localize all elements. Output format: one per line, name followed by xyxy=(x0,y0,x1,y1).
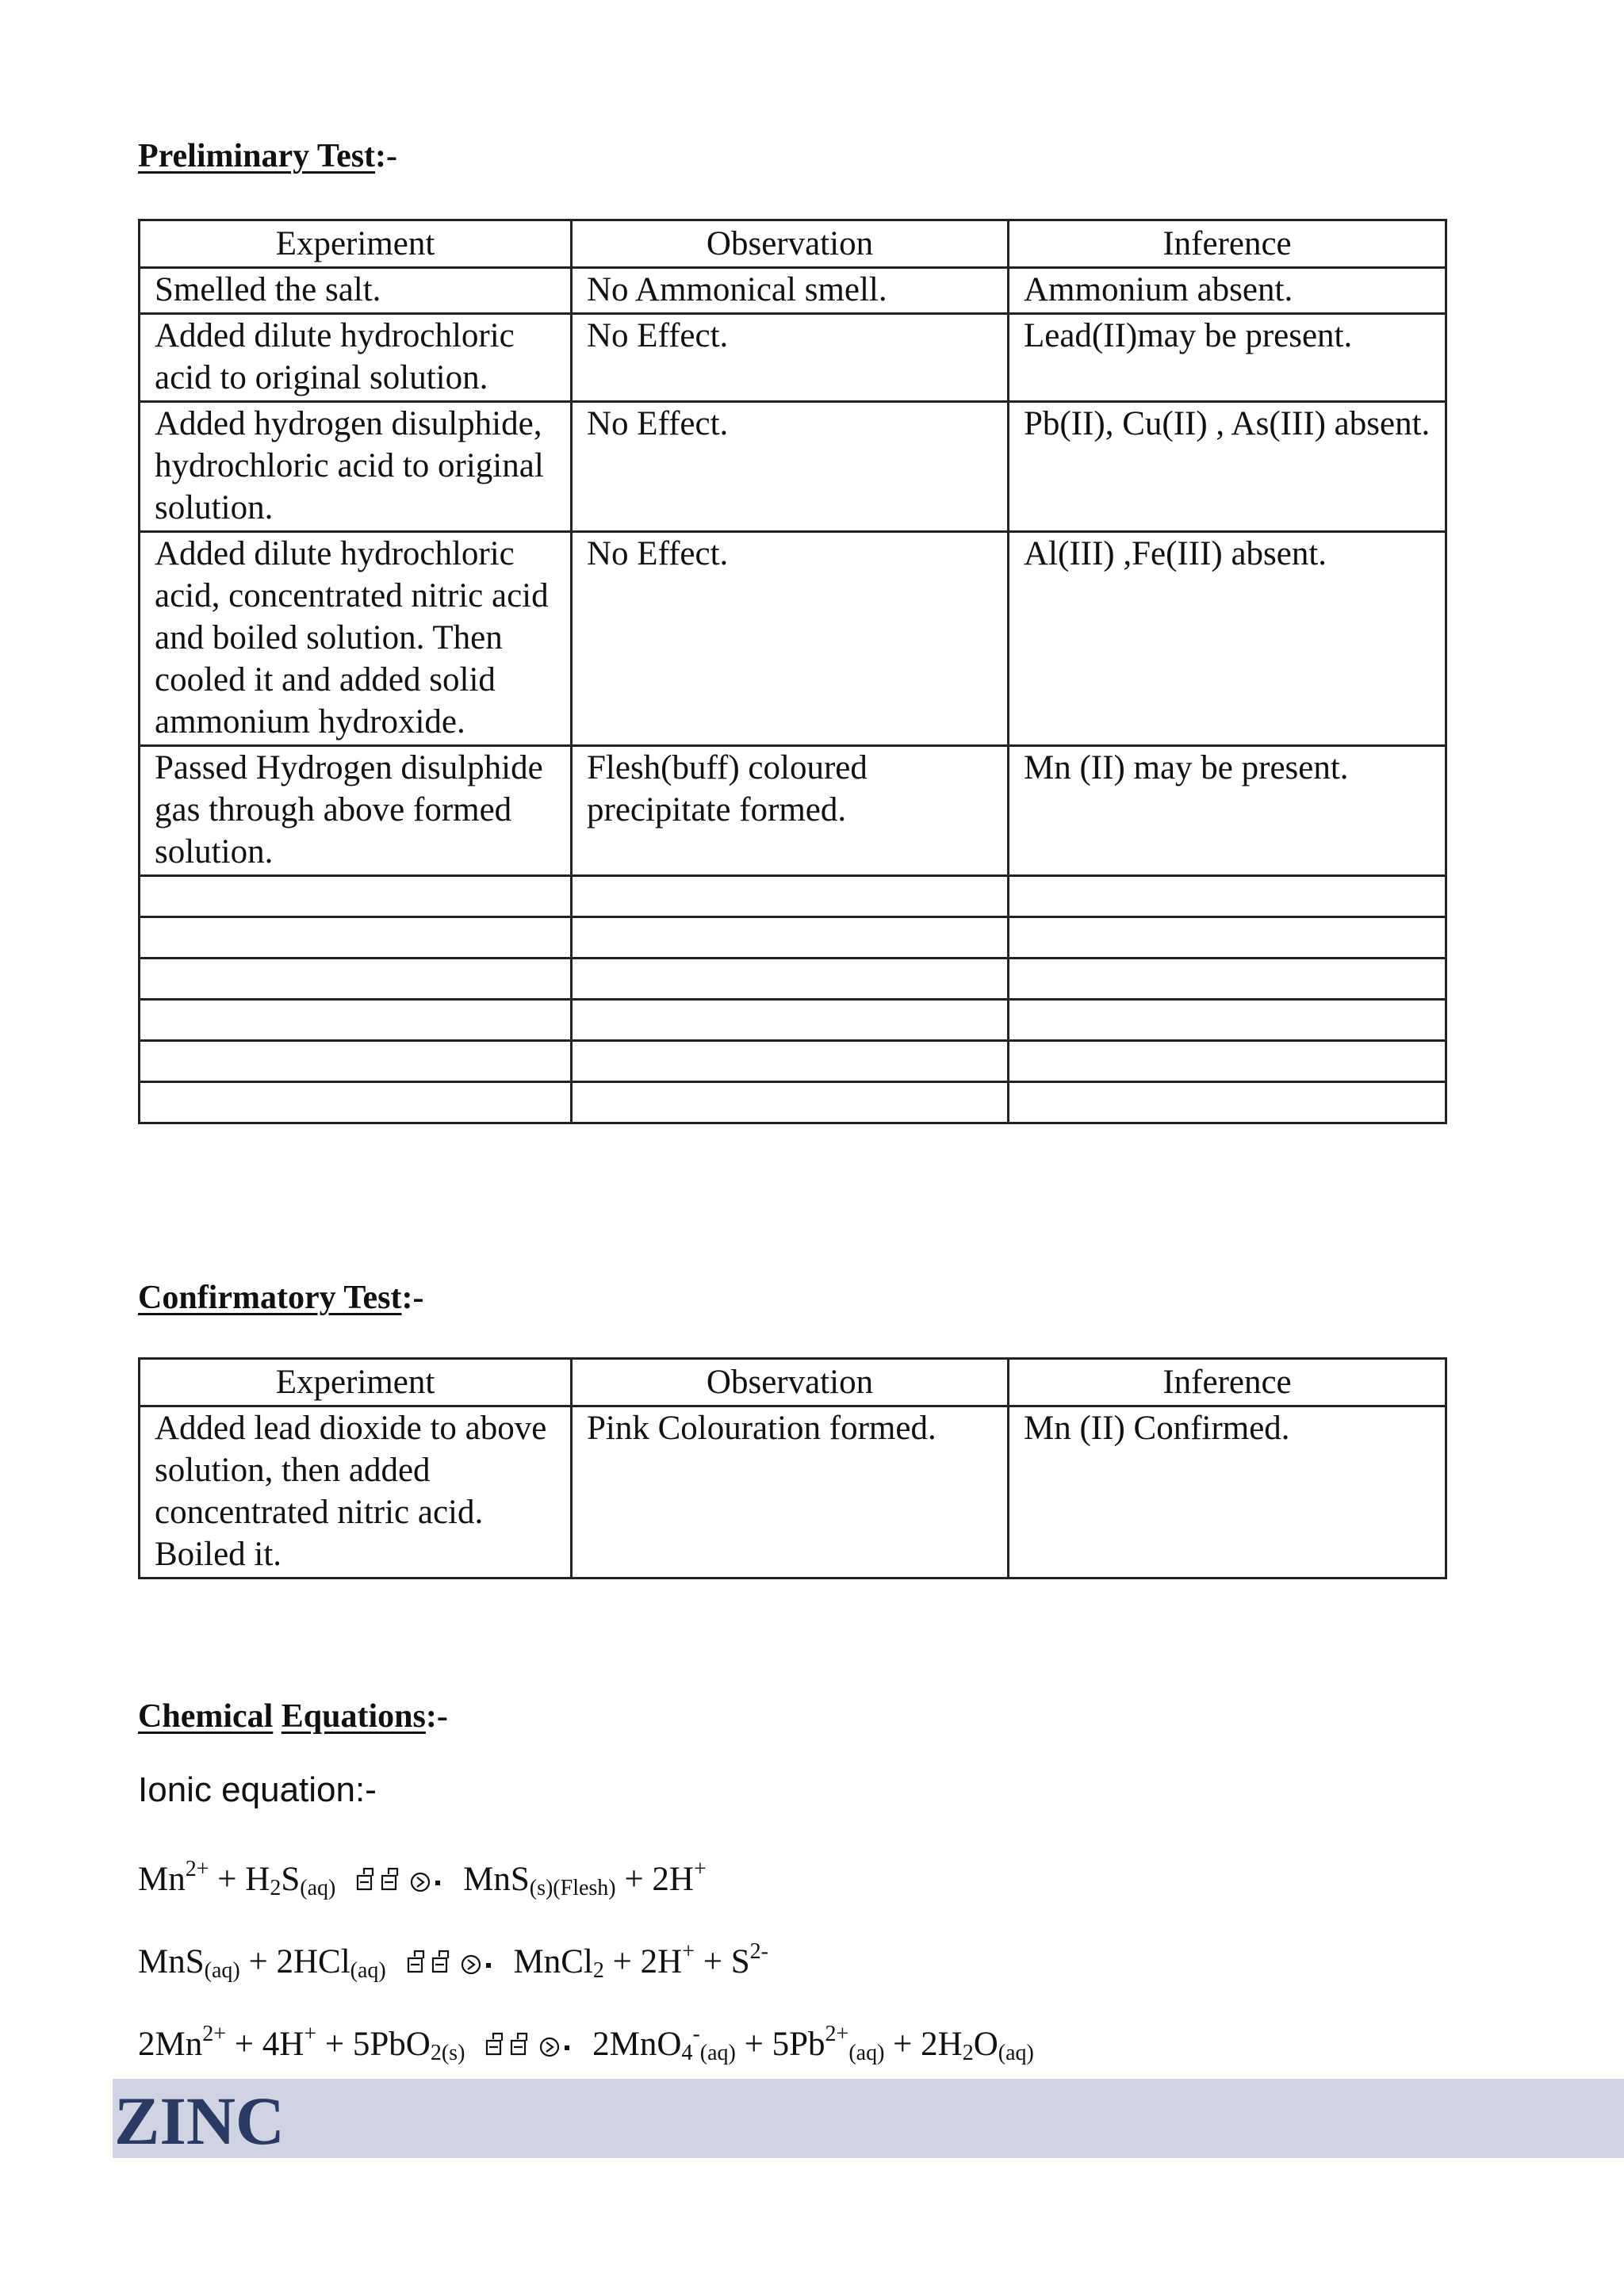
equations-heading-word-2: Equations xyxy=(281,1698,426,1735)
eq3-pb-charge: 2+ xyxy=(825,2022,849,2046)
equations-heading-word-1: Chemical xyxy=(138,1698,274,1735)
inference-cell: Mn (II) may be present. xyxy=(1009,746,1446,876)
empty-cell xyxy=(140,1041,572,1082)
eq2-reactant-mns: MnS xyxy=(138,1943,205,1980)
table-row xyxy=(140,314,1446,402)
experiment-cell: Added lead dioxide to above solution, then added concentrated nitric acid. Boiled it. xyxy=(140,1406,572,1578)
empty-table-row xyxy=(140,876,1446,917)
column-header-experiment: Experiment xyxy=(140,220,572,268)
ionic-equation-label: Ionic equation:- xyxy=(138,1770,377,1809)
inference-cell: Lead(II)may be present. xyxy=(1009,314,1446,402)
eq3-product-sub: 4 xyxy=(681,2041,693,2065)
eq2-reactant-hcl: + 2HCl xyxy=(248,1943,350,1980)
experiment-cell: Added hydrogen disulphide, hydrochloric acid to original solution. xyxy=(140,402,572,532)
empty-cell xyxy=(140,959,572,1000)
eq2-state: (aq) xyxy=(204,1958,240,1983)
confirmatory-table xyxy=(138,1357,1447,1579)
table-row xyxy=(140,746,1446,876)
eq1-charge: 2+ xyxy=(185,1857,209,1881)
table-header-row xyxy=(140,1359,1446,1406)
equations-heading-suffix: :- xyxy=(425,1698,448,1735)
eq1-reactant-s: S xyxy=(281,1861,301,1898)
eq1-reactant-h: + H xyxy=(217,1861,270,1898)
eq3-product-water: + 2H xyxy=(893,2026,963,2063)
column-header-observation: Observation xyxy=(572,220,1009,268)
empty-cell xyxy=(1009,917,1446,959)
eq2-s-charge: 2- xyxy=(749,1939,768,1964)
eq3-water-sub: 2 xyxy=(962,2041,974,2065)
equation-2 xyxy=(138,1941,768,1982)
empty-cell xyxy=(140,1082,572,1123)
eq2-product-h: + 2H xyxy=(612,1943,683,1980)
empty-cell xyxy=(1009,959,1446,1000)
experiment-cell: Passed Hydrogen disulphide gas through above formed solution. xyxy=(140,746,572,876)
empty-cell xyxy=(572,1000,1009,1041)
eq3-reactant-mn: 2Mn xyxy=(138,2026,203,2063)
reaction-arrow-icon xyxy=(485,2030,584,2064)
eq3-h-charge: + xyxy=(304,2022,317,2046)
table-row xyxy=(140,402,1446,532)
eq3-product-mno4: 2MnO xyxy=(592,2026,682,2063)
eq2-product-s: + S xyxy=(703,1943,750,1980)
eq3-pbo2-state: 2(s) xyxy=(430,2041,465,2065)
section-banner xyxy=(113,2079,1624,2158)
confirmatory-heading-text: Confirmatory Test xyxy=(138,1280,402,1316)
confirmatory-heading-suffix: :- xyxy=(401,1280,424,1316)
inference-cell: Mn (II) Confirmed. xyxy=(1009,1406,1446,1578)
column-header-inference: Inference xyxy=(1009,220,1446,268)
confirmatory-heading xyxy=(138,1281,423,1314)
empty-table-row xyxy=(140,1041,1446,1082)
eq1-product: MnS xyxy=(463,1861,530,1898)
preliminary-table xyxy=(138,219,1447,1124)
column-header-experiment: Experiment xyxy=(140,1359,572,1406)
eq1-product-h: + 2H xyxy=(624,1861,694,1898)
empty-table-row xyxy=(140,917,1446,959)
empty-cell xyxy=(572,917,1009,959)
eq2-hcl-state: (aq) xyxy=(350,1958,386,1983)
column-header-observation: Observation xyxy=(572,1359,1009,1406)
eq3-product-pb: + 5Pb xyxy=(744,2026,825,2063)
eq3-reactant-h: + 4H xyxy=(234,2026,304,2063)
experiment-cell: Added dilute hydrochloric acid, concentrated nitric acid and boiled solution. Then cooled it and added solid ammonium hydroxide. xyxy=(140,532,572,746)
empty-cell xyxy=(1009,1082,1446,1123)
empty-table-row xyxy=(140,1000,1446,1041)
eq1-sub: 2 xyxy=(270,1876,282,1900)
empty-cell xyxy=(140,1000,572,1041)
observation-cell: Flesh(buff) coloured precipitate formed. xyxy=(572,746,1009,876)
reaction-arrow-icon xyxy=(355,1866,455,1900)
observation-cell: No Effect. xyxy=(572,532,1009,746)
observation-cell: No Ammonical smell. xyxy=(572,268,1009,314)
eq3-charge: 2+ xyxy=(202,2022,227,2046)
equations-heading xyxy=(138,1700,448,1733)
empty-cell xyxy=(572,876,1009,917)
preliminary-heading-suffix: :- xyxy=(375,138,398,174)
section-title-zinc: ZINC xyxy=(114,2083,285,2159)
eq3-reactant-pbo2: + 5PbO xyxy=(324,2026,431,2063)
empty-cell xyxy=(140,876,572,917)
table-header-row xyxy=(140,220,1446,268)
equation-1 xyxy=(138,1858,707,1900)
empty-cell xyxy=(1009,876,1446,917)
table-row xyxy=(140,1406,1446,1578)
eq3-product-state: (aq) xyxy=(699,2041,736,2065)
eq3-water-o: O xyxy=(973,2026,998,2063)
empty-cell xyxy=(1009,1000,1446,1041)
eq3-water-state: (aq) xyxy=(998,2041,1034,2065)
empty-cell xyxy=(140,917,572,959)
empty-cell xyxy=(572,1041,1009,1082)
observation-cell: No Effect. xyxy=(572,402,1009,532)
equation-3 xyxy=(138,2023,1034,2064)
eq1-state: (aq) xyxy=(300,1876,336,1900)
eq2-product-charge: + xyxy=(682,1939,695,1964)
eq1-reactant-mn: Mn xyxy=(138,1861,186,1898)
empty-cell xyxy=(1009,1041,1446,1082)
table-row xyxy=(140,532,1446,746)
inference-cell: Al(III) ,Fe(III) absent. xyxy=(1009,532,1446,746)
empty-cell xyxy=(572,959,1009,1000)
observation-cell: Pink Colouration formed. xyxy=(572,1406,1009,1578)
reaction-arrow-icon xyxy=(406,1948,506,1982)
eq1-product-state: (s)(Flesh) xyxy=(529,1876,616,1900)
experiment-cell: Smelled the salt. xyxy=(140,268,572,314)
observation-cell: No Effect. xyxy=(572,314,1009,402)
eq2-product: MnCl xyxy=(513,1943,593,1980)
preliminary-heading-text: Preliminary Test xyxy=(138,138,376,174)
experiment-cell: Added dilute hydrochloric acid to original solution. xyxy=(140,314,572,402)
empty-table-row xyxy=(140,1082,1446,1123)
preliminary-heading xyxy=(138,140,397,173)
column-header-inference: Inference xyxy=(1009,1359,1446,1406)
inference-cell: Pb(II), Cu(II) , As(III) absent. xyxy=(1009,402,1446,532)
inference-cell: Ammonium absent. xyxy=(1009,268,1446,314)
eq3-product-charge: - xyxy=(692,2022,700,2046)
table-row xyxy=(140,268,1446,314)
eq1-product-charge: + xyxy=(693,1857,707,1881)
empty-table-row xyxy=(140,959,1446,1000)
eq2-product-sub: 2 xyxy=(592,1958,604,1983)
eq3-pb-state: (aq) xyxy=(848,2041,885,2065)
empty-cell xyxy=(572,1082,1009,1123)
